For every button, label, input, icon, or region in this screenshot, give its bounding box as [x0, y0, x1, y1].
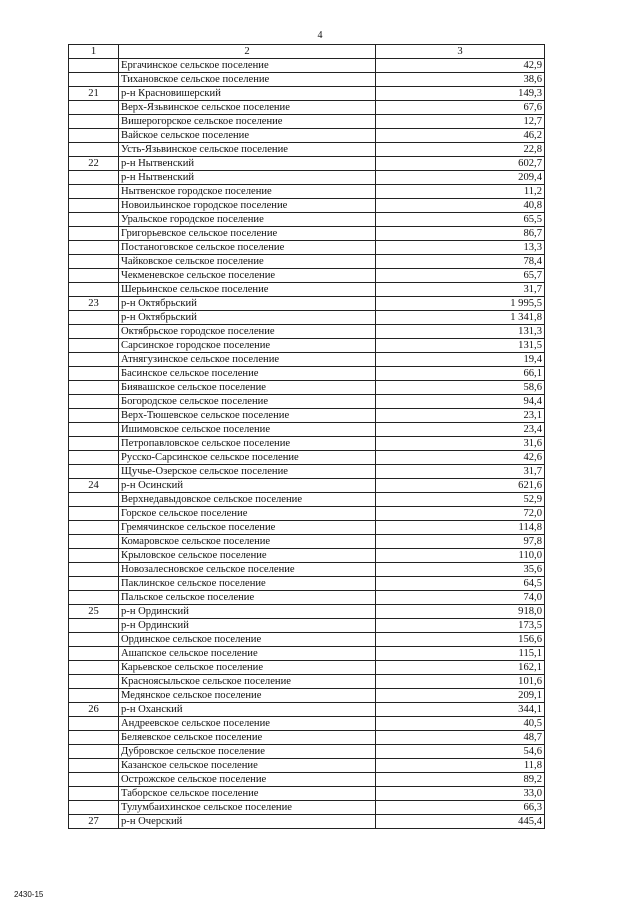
- row-name: Ординское сельское поселение: [119, 633, 376, 647]
- table-row: [69, 465, 545, 479]
- row-number: [69, 633, 119, 647]
- table-row: [69, 213, 545, 227]
- row-value: 31,7: [376, 283, 545, 297]
- row-name: Щучье-Озерское сельское поселение: [119, 465, 376, 479]
- row-number: [69, 129, 119, 143]
- row-number: [69, 493, 119, 507]
- row-number: [69, 535, 119, 549]
- row-value: 22,8: [376, 143, 545, 157]
- row-name: р-н Нытвенский: [119, 157, 376, 171]
- table-row: [69, 717, 545, 731]
- table-row: [69, 157, 545, 171]
- row-value: 54,6: [376, 745, 545, 759]
- row-value: 67,6: [376, 101, 545, 115]
- row-value: 89,2: [376, 773, 545, 787]
- row-number: 21: [69, 87, 119, 101]
- row-name: Казанское сельское поселение: [119, 759, 376, 773]
- row-value: 918,0: [376, 605, 545, 619]
- row-name: Таборское сельское поселение: [119, 787, 376, 801]
- row-number: [69, 591, 119, 605]
- row-value: 131,3: [376, 325, 545, 339]
- table-row: [69, 619, 545, 633]
- row-name: р-н Ординский: [119, 619, 376, 633]
- row-name: Острожское сельское поселение: [119, 773, 376, 787]
- row-name: Вайское сельское поселение: [119, 129, 376, 143]
- row-value: 35,6: [376, 563, 545, 577]
- table-row: [69, 703, 545, 717]
- row-value: 33,0: [376, 787, 545, 801]
- row-value: 162,1: [376, 661, 545, 675]
- row-value: 40,5: [376, 717, 545, 731]
- row-name: Вишерогорское сельское поселение: [119, 115, 376, 129]
- row-value: 74,0: [376, 591, 545, 605]
- row-value: 156,6: [376, 633, 545, 647]
- row-value: 31,6: [376, 437, 545, 451]
- table-row: [69, 689, 545, 703]
- row-value: 46,2: [376, 129, 545, 143]
- row-value: 11,2: [376, 185, 545, 199]
- row-name: Басинское сельское поселение: [119, 367, 376, 381]
- row-name: Андреевское сельское поселение: [119, 717, 376, 731]
- row-name: Петропавловское сельское поселение: [119, 437, 376, 451]
- row-name: Крыловское сельское поселение: [119, 549, 376, 563]
- row-value: 40,8: [376, 199, 545, 213]
- row-name: Тулумбаихинское сельское поселение: [119, 801, 376, 815]
- row-number: [69, 563, 119, 577]
- row-number: [69, 507, 119, 521]
- row-value: 115,1: [376, 647, 545, 661]
- row-value: 64,5: [376, 577, 545, 591]
- row-name: Пальское сельское поселение: [119, 591, 376, 605]
- row-name: р-н Оханский: [119, 703, 376, 717]
- table-header-row: [69, 45, 545, 59]
- row-number: [69, 745, 119, 759]
- row-number: [69, 731, 119, 745]
- row-value: 72,0: [376, 507, 545, 521]
- row-value: 101,6: [376, 675, 545, 689]
- row-name: Ашапское сельское поселение: [119, 647, 376, 661]
- table-row: [69, 297, 545, 311]
- table-row: [69, 269, 545, 283]
- row-name: Богородское сельское поселение: [119, 395, 376, 409]
- row-value: 11,8: [376, 759, 545, 773]
- column-header-2: 2: [119, 45, 376, 59]
- row-value: 66,1: [376, 367, 545, 381]
- row-number: [69, 353, 119, 367]
- row-value: 114,8: [376, 521, 545, 535]
- row-value: 65,5: [376, 213, 545, 227]
- table-row: [69, 437, 545, 451]
- row-value: 97,8: [376, 535, 545, 549]
- row-value: 19,4: [376, 353, 545, 367]
- row-name: Новозалесновское сельское поселение: [119, 563, 376, 577]
- table-row: [69, 353, 545, 367]
- table-row: [69, 759, 545, 773]
- row-name: Верхнедавыдовское сельское поселение: [119, 493, 376, 507]
- row-value: 86,7: [376, 227, 545, 241]
- row-value: 65,7: [376, 269, 545, 283]
- table-row: [69, 521, 545, 535]
- table-row: [69, 773, 545, 787]
- row-value: 1 341,8: [376, 311, 545, 325]
- table-row: [69, 395, 545, 409]
- row-name: Красноясыльское сельское поселение: [119, 675, 376, 689]
- table-row: [69, 591, 545, 605]
- column-header-1: 1: [69, 45, 119, 59]
- table-row: [69, 801, 545, 815]
- table-row: [69, 675, 545, 689]
- row-name: Октябрьское городское поселение: [119, 325, 376, 339]
- row-number: [69, 773, 119, 787]
- row-name: р-н Нытвенский: [119, 171, 376, 185]
- row-number: [69, 647, 119, 661]
- table-row: [69, 731, 545, 745]
- table-row: [69, 815, 545, 829]
- row-number: [69, 465, 119, 479]
- row-number: 27: [69, 815, 119, 829]
- row-name: Биявашское сельское поселение: [119, 381, 376, 395]
- table-row: [69, 283, 545, 297]
- row-number: [69, 521, 119, 535]
- table-row: [69, 493, 545, 507]
- table-row: [69, 325, 545, 339]
- row-name: Чекменевское сельское поселение: [119, 269, 376, 283]
- table-row: [69, 129, 545, 143]
- row-name: Уральское городское поселение: [119, 213, 376, 227]
- row-name: Русско-Сарсинское сельское поселение: [119, 451, 376, 465]
- row-number: 26: [69, 703, 119, 717]
- row-number: 22: [69, 157, 119, 171]
- row-name: Беляевское сельское поселение: [119, 731, 376, 745]
- table-row: [69, 381, 545, 395]
- row-name: Ишимовское сельское поселение: [119, 423, 376, 437]
- row-number: [69, 451, 119, 465]
- row-value: 131,5: [376, 339, 545, 353]
- table-row: [69, 787, 545, 801]
- row-number: [69, 689, 119, 703]
- row-number: [69, 339, 119, 353]
- table-row: [69, 87, 545, 101]
- row-value: 445,4: [376, 815, 545, 829]
- table-row: [69, 647, 545, 661]
- row-number: [69, 717, 119, 731]
- table-row: [69, 59, 545, 73]
- row-value: 1 995,5: [376, 297, 545, 311]
- row-number: [69, 801, 119, 815]
- row-name: Григорьевское сельское поселение: [119, 227, 376, 241]
- row-name: р-н Октябрьский: [119, 311, 376, 325]
- row-name: Карьевское сельское поселение: [119, 661, 376, 675]
- row-value: 13,3: [376, 241, 545, 255]
- table-row: [69, 507, 545, 521]
- row-name: Новоильинское городское поселение: [119, 199, 376, 213]
- row-name: р-н Ординский: [119, 605, 376, 619]
- row-value: 209,1: [376, 689, 545, 703]
- row-number: [69, 171, 119, 185]
- row-value: 621,6: [376, 479, 545, 493]
- row-number: [69, 269, 119, 283]
- row-name: Чайковское сельское поселение: [119, 255, 376, 269]
- row-name: Ергачинское сельское поселение: [119, 59, 376, 73]
- row-number: [69, 759, 119, 773]
- row-number: [69, 661, 119, 675]
- row-name: Сарсинское городское поселение: [119, 339, 376, 353]
- row-number: [69, 675, 119, 689]
- column-header-3: 3: [376, 45, 545, 59]
- row-name: Дубровское сельское поселение: [119, 745, 376, 759]
- row-number: 25: [69, 605, 119, 619]
- row-number: [69, 787, 119, 801]
- row-value: 110,0: [376, 549, 545, 563]
- row-number: [69, 311, 119, 325]
- row-value: 38,6: [376, 73, 545, 87]
- table-row: [69, 255, 545, 269]
- row-number: [69, 73, 119, 87]
- row-number: 23: [69, 297, 119, 311]
- table-row: [69, 409, 545, 423]
- row-name: Шерьинское сельское поселение: [119, 283, 376, 297]
- row-number: [69, 59, 119, 73]
- row-name: р-н Октябрьский: [119, 297, 376, 311]
- row-value: 94,4: [376, 395, 545, 409]
- row-number: [69, 143, 119, 157]
- row-number: [69, 255, 119, 269]
- row-number: [69, 115, 119, 129]
- row-value: 52,9: [376, 493, 545, 507]
- row-number: [69, 241, 119, 255]
- row-number: [69, 381, 119, 395]
- row-number: [69, 409, 119, 423]
- row-number: [69, 437, 119, 451]
- row-name: Медянское сельское поселение: [119, 689, 376, 703]
- row-number: [69, 213, 119, 227]
- table-row: [69, 661, 545, 675]
- document-code: 2430-15: [14, 890, 44, 899]
- table-row: [69, 241, 545, 255]
- row-number: [69, 283, 119, 297]
- row-value: 173,5: [376, 619, 545, 633]
- row-value: 48,7: [376, 731, 545, 745]
- table-row: [69, 633, 545, 647]
- row-value: 78,4: [376, 255, 545, 269]
- table-row: [69, 745, 545, 759]
- table-row: [69, 73, 545, 87]
- row-value: 42,9: [376, 59, 545, 73]
- row-number: [69, 577, 119, 591]
- table-row: [69, 367, 545, 381]
- row-name: Усть-Язьвинское сельское поселение: [119, 143, 376, 157]
- row-name: Гремячинское сельское поселение: [119, 521, 376, 535]
- table-row: [69, 423, 545, 437]
- row-number: [69, 367, 119, 381]
- row-value: 12,7: [376, 115, 545, 129]
- page-number: 4: [317, 30, 323, 41]
- row-value: 23,1: [376, 409, 545, 423]
- row-value: 31,7: [376, 465, 545, 479]
- table-row: [69, 227, 545, 241]
- row-name: Верх-Тюшевское сельское поселение: [119, 409, 376, 423]
- row-value: 149,3: [376, 87, 545, 101]
- row-number: 24: [69, 479, 119, 493]
- row-number: [69, 325, 119, 339]
- table-row: [69, 451, 545, 465]
- row-number: [69, 619, 119, 633]
- row-value: 66,3: [376, 801, 545, 815]
- table-row: [69, 577, 545, 591]
- row-value: 602,7: [376, 157, 545, 171]
- table-row: [69, 115, 545, 129]
- row-name: Нытвенское городское поселение: [119, 185, 376, 199]
- row-number: [69, 549, 119, 563]
- row-value: 344,1: [376, 703, 545, 717]
- row-value: 42,6: [376, 451, 545, 465]
- row-name: Тихановское сельское поселение: [119, 73, 376, 87]
- row-name: Паклинское сельское поселение: [119, 577, 376, 591]
- table-row: [69, 171, 545, 185]
- row-name: р-н Осинский: [119, 479, 376, 493]
- table-row: [69, 143, 545, 157]
- table-row: [69, 479, 545, 493]
- row-number: [69, 185, 119, 199]
- row-value: 209,4: [376, 171, 545, 185]
- row-name: Атнягузинское сельское поселение: [119, 353, 376, 367]
- table-row: [69, 339, 545, 353]
- row-name: Верх-Язьвинское сельское поселение: [119, 101, 376, 115]
- row-number: [69, 101, 119, 115]
- table-row: [69, 101, 545, 115]
- table-row: [69, 549, 545, 563]
- table-row: [69, 535, 545, 549]
- row-name: Комаровское сельское поселение: [119, 535, 376, 549]
- table-row: [69, 311, 545, 325]
- row-value: 58,6: [376, 381, 545, 395]
- row-number: [69, 395, 119, 409]
- table-row: [69, 199, 545, 213]
- table-row: [69, 185, 545, 199]
- table-row: [69, 563, 545, 577]
- row-name: р-н Очерский: [119, 815, 376, 829]
- row-name: Горское сельское поселение: [119, 507, 376, 521]
- data-table: [68, 44, 545, 829]
- row-name: Постаноговское сельское поселение: [119, 241, 376, 255]
- table-body: [69, 45, 545, 829]
- table-row: [69, 605, 545, 619]
- row-number: [69, 227, 119, 241]
- row-value: 23,4: [376, 423, 545, 437]
- row-number: [69, 199, 119, 213]
- row-name: р-н Красновишерский: [119, 87, 376, 101]
- row-number: [69, 423, 119, 437]
